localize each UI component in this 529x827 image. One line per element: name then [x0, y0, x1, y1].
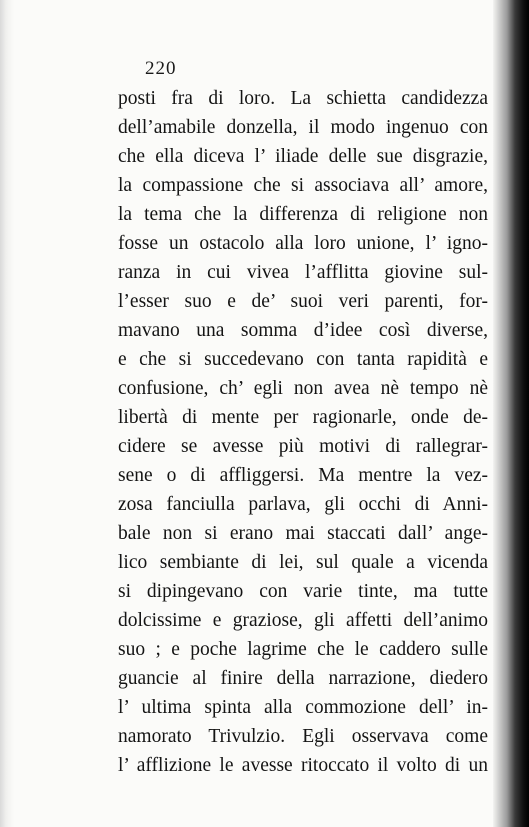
- page-left-edge: [0, 0, 14, 827]
- text-line: zosa fanciulla parlava, gli occhi di Anni-: [118, 494, 488, 515]
- text-line: la tema che la differenza di religione non: [118, 204, 488, 225]
- text-line: e che si succedevano con tanta rapidità e: [118, 349, 488, 370]
- text-line: confusione, ch’ egli non avea nè tempo nè: [118, 378, 488, 399]
- text-line: la compassione che si associava all’ amore,: [118, 175, 488, 196]
- text-line: mavano una somma d’idee così diverse,: [118, 320, 488, 341]
- text-line: fosse un ostacolo alla loro unione, l’ igno-: [118, 233, 488, 254]
- text-line: dolcissime e graziose, gli affetti dell’animo: [118, 610, 488, 631]
- text-line: ranza in cui vivea l’afflitta giovine sul-: [118, 262, 488, 283]
- text-line: che ella diceva l’ iliade delle sue disgrazie,: [118, 146, 488, 167]
- text-line: posti fra di loro. La schietta candidezza: [118, 88, 488, 109]
- text-line: guancie al finire della narrazione, diedero: [118, 668, 488, 689]
- text-line: sene o di affliggersi. Ma mentre la vez-: [118, 465, 488, 486]
- text-line: bale non si erano mai staccati dall’ ange-: [118, 523, 488, 544]
- text-line: lico sembiante di lei, sul quale a vicenda: [118, 552, 488, 573]
- text-line: dell’amabile donzella, il modo ingenuo con: [118, 117, 488, 138]
- text-line: namorato Trivulzio. Egli osservava come: [118, 726, 488, 747]
- text-line: suo ; e poche lagrime che le caddero sulle: [118, 639, 488, 660]
- text-line: si dipingevano con varie tinte, ma tutte: [118, 581, 488, 602]
- text-line: libertà di mente per ragionarle, onde de-: [118, 407, 488, 428]
- text-line: l’ afflizione le avesse ritoccato il volto di un: [118, 755, 488, 776]
- page-number: 220: [145, 58, 177, 79]
- text-line: l’esser suo e de’ suoi veri parenti, for-: [118, 291, 488, 312]
- binding-gutter-shadow: [493, 0, 529, 827]
- text-line: l’ ultima spinta alla commozione dell’ in-: [118, 697, 488, 718]
- body-text: [118, 84, 488, 780]
- text-line: cidere se avesse più motivi di rallegrar-: [118, 436, 488, 457]
